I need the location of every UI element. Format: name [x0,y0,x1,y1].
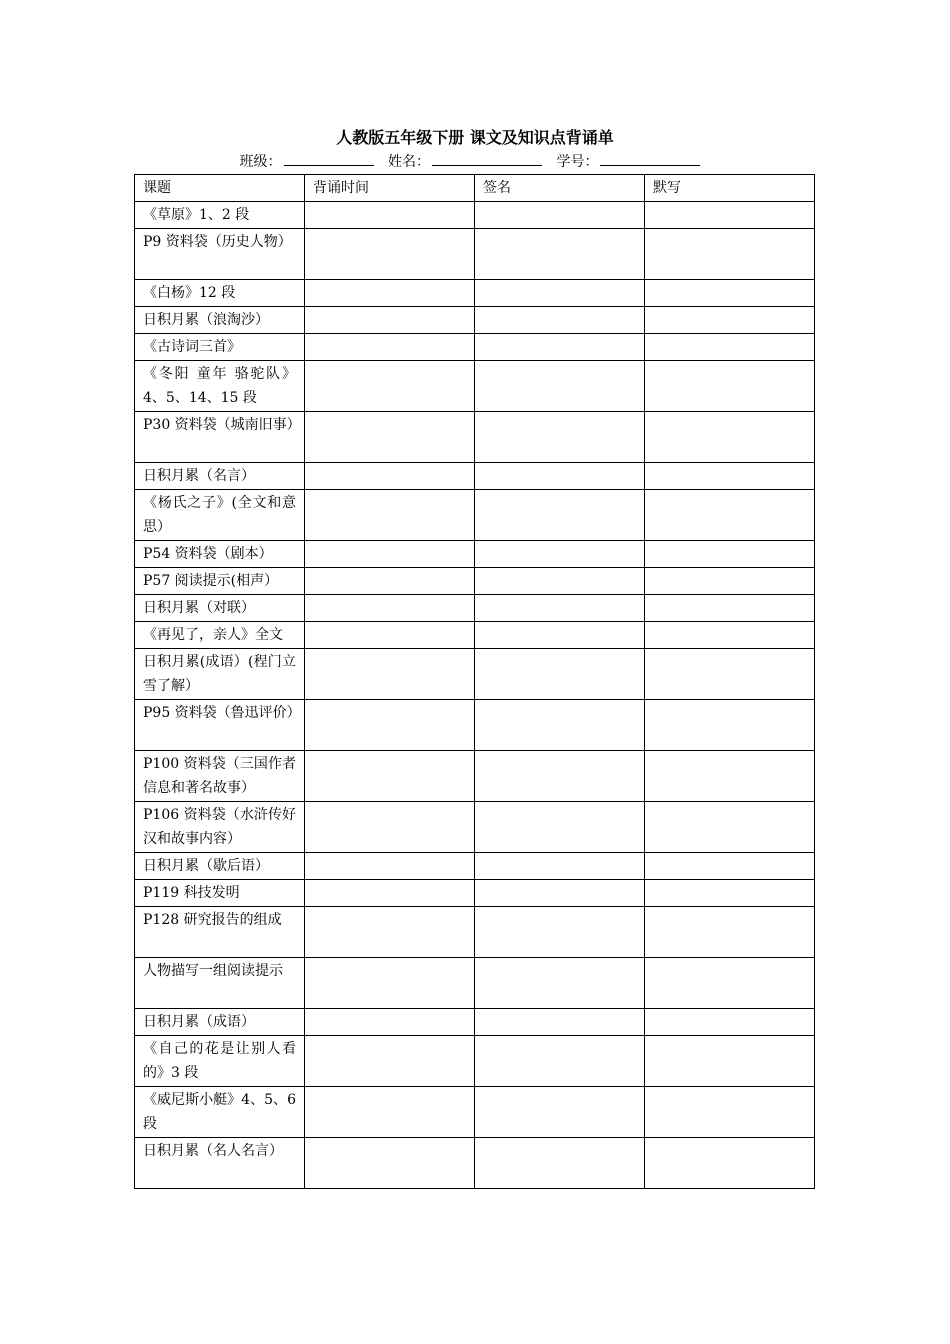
signature-cell[interactable] [475,1036,645,1087]
dictation-cell[interactable] [645,1009,815,1036]
signature-cell[interactable] [475,700,645,751]
class-label: 班级： [239,154,282,170]
recite-time-cell[interactable] [305,202,475,229]
recite-time-cell[interactable] [305,334,475,361]
topic-cell: 《再见了，亲人》全文 [135,622,305,649]
dictation-cell[interactable] [645,802,815,853]
topic-cell: P100 资料袋（三国作者信息和著名故事） [135,751,305,802]
signature-cell[interactable] [475,202,645,229]
signature-cell[interactable] [475,880,645,907]
header-topic: 课题 [135,175,305,202]
dictation-cell[interactable] [645,568,815,595]
topic-cell: 日积月累（浪淘沙） [135,307,305,334]
dictation-cell[interactable] [645,649,815,700]
recite-time-cell[interactable] [305,853,475,880]
dictation-cell[interactable] [645,700,815,751]
table-row [135,229,815,280]
topic-cell: P9 资料袋（历史人物） [135,229,305,280]
table-row [135,649,815,700]
topic-cell: 《杨氏之子》(全文和意思） [135,490,305,541]
table-header-row [135,175,815,202]
dictation-cell[interactable] [645,1036,815,1087]
recite-time-cell[interactable] [305,463,475,490]
signature-cell[interactable] [475,1087,645,1138]
topic-cell: 《古诗词三首》 [135,334,305,361]
table-row [135,334,815,361]
class-blank[interactable] [284,152,374,166]
dictation-cell[interactable] [645,463,815,490]
signature-cell[interactable] [475,958,645,1009]
dictation-cell[interactable] [645,280,815,307]
recite-time-cell[interactable] [305,307,475,334]
recitation-table [134,174,815,1189]
id-label: 学号： [556,154,599,170]
signature-cell[interactable] [475,412,645,463]
topic-cell: P95 资料袋（鲁迅评价） [135,700,305,751]
page-title: 人教版五年级下册 课文及知识点背诵单 [336,128,614,147]
table-row [135,307,815,334]
dictation-cell[interactable] [645,334,815,361]
table-row [135,412,815,463]
recite-time-cell[interactable] [305,412,475,463]
topic-cell: 日积月累（歇后语） [135,853,305,880]
dictation-cell[interactable] [645,412,815,463]
dictation-cell[interactable] [645,541,815,568]
recite-time-cell[interactable] [305,595,475,622]
table-row [135,1138,815,1189]
topic-cell: 《自己的花是让别人看的》3 段 [135,1036,305,1087]
table-row [135,1009,815,1036]
topic-cell: P119 科技发明 [135,880,305,907]
table-row [135,541,815,568]
topic-cell: P106 资料袋（水浒传好汉和故事内容） [135,802,305,853]
recite-time-cell[interactable] [305,700,475,751]
signature-cell[interactable] [475,568,645,595]
dictation-cell[interactable] [645,1087,815,1138]
name-blank[interactable] [432,152,542,166]
header-recite-time: 背诵时间 [305,175,475,202]
signature-cell[interactable] [475,229,645,280]
topic-cell: P128 研究报告的组成 [135,907,305,958]
recite-time-cell[interactable] [305,802,475,853]
recite-time-cell[interactable] [305,1087,475,1138]
topic-cell: 《草原》1、2 段 [135,202,305,229]
recite-time-cell[interactable] [305,622,475,649]
signature-cell[interactable] [475,361,645,412]
dictation-cell[interactable] [645,907,815,958]
topic-cell: 日积月累（成语） [135,1009,305,1036]
signature-cell[interactable] [475,307,645,334]
table-row [135,1087,815,1138]
table-row [135,595,815,622]
recite-time-cell[interactable] [305,1009,475,1036]
table-row [135,490,815,541]
dictation-cell[interactable] [645,958,815,1009]
signature-cell[interactable] [475,463,645,490]
signature-cell[interactable] [475,280,645,307]
recite-time-cell[interactable] [305,751,475,802]
signature-cell[interactable] [475,907,645,958]
table-row [135,202,815,229]
recite-time-cell[interactable] [305,958,475,1009]
table-row [135,1036,815,1087]
table-row [135,700,815,751]
header-signature: 签名 [475,175,645,202]
recite-time-cell[interactable] [305,1036,475,1087]
signature-cell[interactable] [475,595,645,622]
topic-cell: P54 资料袋（剧本） [135,541,305,568]
dictation-cell[interactable] [645,622,815,649]
recite-time-cell[interactable] [305,280,475,307]
signature-cell[interactable] [475,649,645,700]
signature-cell[interactable] [475,490,645,541]
dictation-cell[interactable] [645,202,815,229]
dictation-cell[interactable] [645,751,815,802]
dictation-cell[interactable] [645,880,815,907]
signature-cell[interactable] [475,622,645,649]
table-row [135,880,815,907]
table-row [135,802,815,853]
recite-time-cell[interactable] [305,649,475,700]
signature-cell[interactable] [475,853,645,880]
table-row [135,958,815,1009]
dictation-cell[interactable] [645,853,815,880]
topic-cell: 《威尼斯小艇》4、5、6 段 [135,1087,305,1138]
signature-cell[interactable] [475,541,645,568]
table-row [135,463,815,490]
student-info-line [0,151,950,171]
topic-cell: P30 资料袋（城南旧事） [135,412,305,463]
signature-cell[interactable] [475,1138,645,1189]
recite-time-cell[interactable] [305,490,475,541]
topic-cell: 日积月累（对联） [135,595,305,622]
recite-time-cell[interactable] [305,568,475,595]
topic-cell: 日积月累（名人名言） [135,1138,305,1189]
signature-cell[interactable] [475,751,645,802]
dictation-cell[interactable] [645,1138,815,1189]
recite-time-cell[interactable] [305,361,475,412]
table-row [135,568,815,595]
topic-cell: 日积月累（名言） [135,463,305,490]
recite-time-cell[interactable] [305,880,475,907]
topic-cell: 日积月累(成语）(程门立雪了解） [135,649,305,700]
name-label: 姓名： [388,154,430,170]
topic-cell: 《白杨》12 段 [135,280,305,307]
signature-cell[interactable] [475,334,645,361]
signature-cell[interactable] [475,802,645,853]
topic-cell: 人物描写一组阅读提示 [135,958,305,1009]
table-row [135,622,815,649]
topic-cell: 《冬阳 童年 骆驼队》4、5、14、15 段 [135,361,305,412]
recite-time-cell[interactable] [305,541,475,568]
dictation-cell[interactable] [645,361,815,412]
topic-cell: P57 阅读提示(相声） [135,568,305,595]
dictation-cell[interactable] [645,229,815,280]
dictation-cell[interactable] [645,490,815,541]
table-row [135,280,815,307]
header-dictation: 默写 [645,175,815,202]
dictation-cell[interactable] [645,595,815,622]
dictation-cell[interactable] [645,307,815,334]
table-row [135,361,815,412]
table-row [135,853,815,880]
recite-time-cell[interactable] [305,229,475,280]
signature-cell[interactable] [475,1009,645,1036]
table-row [135,751,815,802]
recite-time-cell[interactable] [305,1138,475,1189]
id-blank[interactable] [600,152,700,166]
recite-time-cell[interactable] [305,907,475,958]
table-row [135,907,815,958]
